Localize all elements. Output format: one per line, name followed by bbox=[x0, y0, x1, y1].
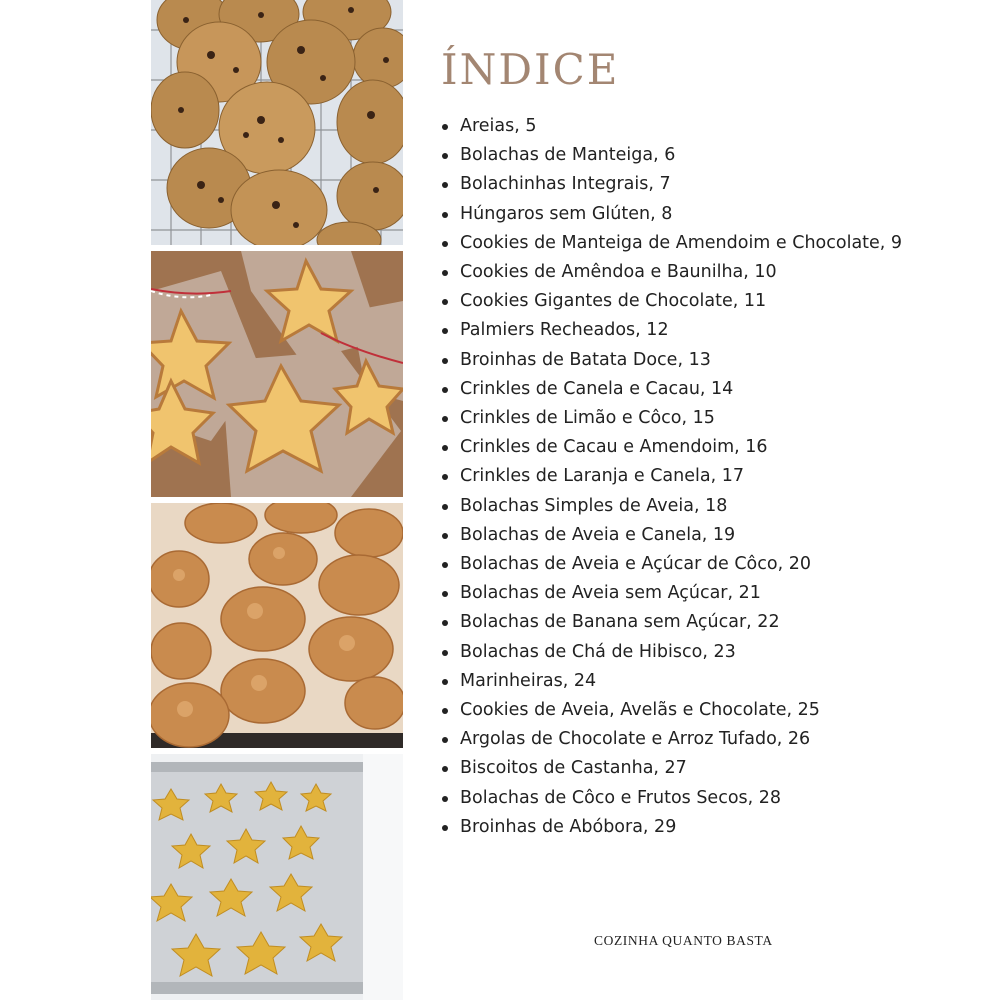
index-item: Palmiers Recheados, 12 bbox=[441, 316, 981, 345]
index-item: Biscoitos de Castanha, 27 bbox=[441, 754, 981, 783]
index-item: Argolas de Chocolate e Arroz Tufado, 26 bbox=[441, 725, 981, 754]
photo-column bbox=[151, 0, 403, 1000]
index-item: Bolachinhas Integrais, 7 bbox=[441, 170, 981, 199]
index-item: Bolachas Simples de Aveia, 18 bbox=[441, 492, 981, 521]
index-section bbox=[441, 40, 981, 842]
index-title: ÍNDICE bbox=[441, 45, 620, 94]
photo-star-dough-on-tray bbox=[151, 754, 403, 1000]
index-item: Cookies Gigantes de Chocolate, 11 bbox=[441, 287, 981, 316]
index-item: Bolachas de Manteiga, 6 bbox=[441, 141, 981, 170]
index-item: Crinkles de Limão e Côco, 15 bbox=[441, 404, 981, 433]
photo-oat-cookies-on-parchment bbox=[151, 503, 403, 748]
index-item: Cookies de Aveia, Avelãs e Chocolate, 25 bbox=[441, 696, 981, 725]
index-item: Bolachas de Aveia e Canela, 19 bbox=[441, 521, 981, 550]
index-item: Areias, 5 bbox=[441, 112, 981, 141]
index-item: Broinhas de Abóbora, 29 bbox=[441, 813, 981, 842]
index-item: Bolachas de Aveia e Açúcar de Côco, 20 bbox=[441, 550, 981, 579]
index-item: Broinhas de Batata Doce, 13 bbox=[441, 346, 981, 375]
index-item: Cookies de Amêndoa e Baunilha, 10 bbox=[441, 258, 981, 287]
index-item: Crinkles de Cacau e Amendoim, 16 bbox=[441, 433, 981, 462]
photo-chocolate-chip-cookies bbox=[151, 0, 403, 245]
photo-star-cookies-in-bags bbox=[151, 251, 403, 497]
index-item: Cookies de Manteiga de Amendoim e Chocolate, 9 bbox=[441, 229, 981, 258]
index-item: Bolachas de Banana sem Açúcar, 22 bbox=[441, 608, 981, 637]
index-item: Crinkles de Laranja e Canela, 17 bbox=[441, 462, 981, 491]
index-item: Húngaros sem Glúten, 8 bbox=[441, 200, 981, 229]
index-item: Bolachas de Côco e Frutos Secos, 28 bbox=[441, 784, 981, 813]
index-list bbox=[441, 112, 981, 842]
index-item: Crinkles de Canela e Cacau, 14 bbox=[441, 375, 981, 404]
index-item: Marinheiras, 24 bbox=[441, 667, 981, 696]
index-item: Bolachas de Chá de Hibisco, 23 bbox=[441, 638, 981, 667]
index-item: Bolachas de Aveia sem Açúcar, 21 bbox=[441, 579, 981, 608]
footer-brand: COZINHA QUANTO BASTA bbox=[594, 933, 773, 948]
